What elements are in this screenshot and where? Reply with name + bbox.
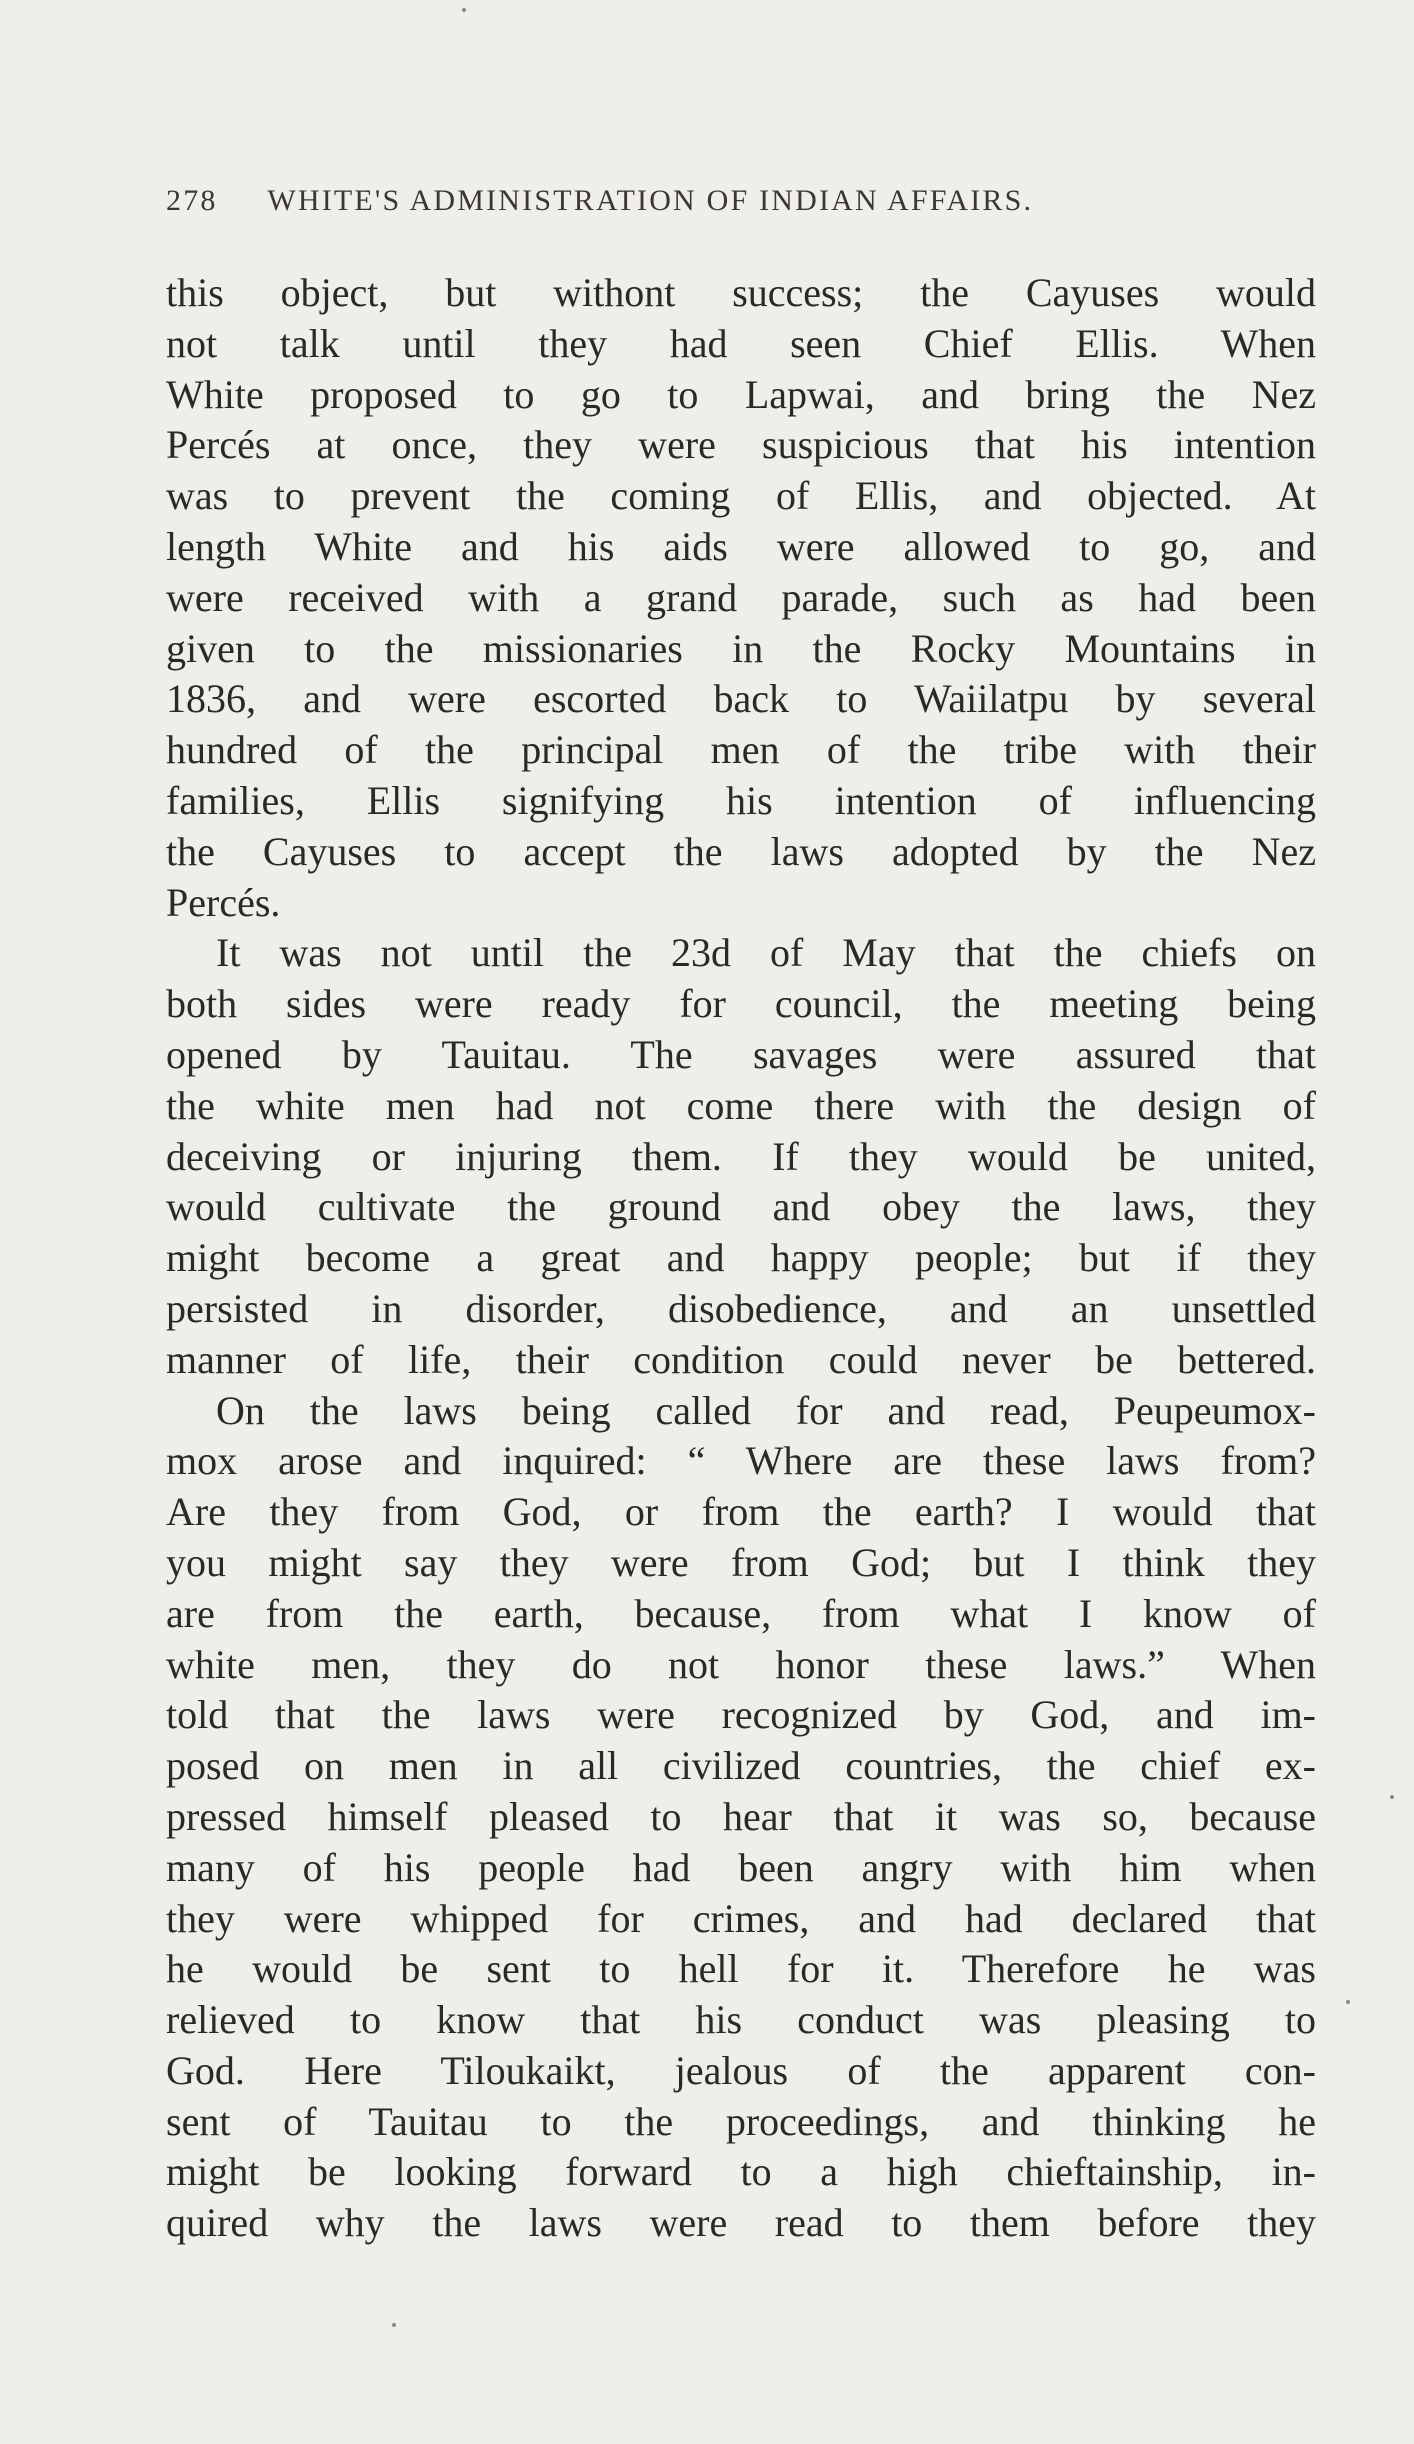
text-line: White proposed to go to Lapwai, and bring the Nez [166,371,1316,417]
text-line: God. Here Tiloukaikt, jealous of the apparent con- [166,2047,1316,2093]
page-number: 278 [166,184,218,217]
paper-speck [462,8,466,12]
text-line: opened by Tauitau. The savages were assured that [166,1031,1316,1077]
text-line: relieved to know that his conduct was pleasing to [166,1997,1316,2043]
text-line: Are they from God, or from the earth? I would that [166,1489,1316,1535]
text-line: are from the earth, because, from what I know of [166,1590,1316,1636]
paper-speck [1390,1795,1394,1799]
text-line: might be looking forward to a high chieftainship, in- [166,2149,1316,2195]
text-line: given to the missionaries in the Rocky Mountains in [166,625,1316,671]
text-line: he would be sent to hell for it. Therefore he was [166,1946,1316,1992]
text-line: white men, they do not honor these laws.” When [166,1641,1316,1687]
text-line: might become a great and happy people; but if they [166,1235,1316,1281]
text-line: both sides were ready for council, the meeting being [166,981,1316,1027]
text-line: length White and his aids were allowed to go, and [166,523,1316,569]
text-line: the white men had not come there with the design of [166,1082,1316,1128]
text-line: pressed himself pleased to hear that it was so, because [166,1793,1316,1839]
text-line: this object, but withont success; the Cayuses would [166,270,1316,315]
running-head [166,184,1306,224]
text-line: you might say they were from God; but I think they [166,1539,1316,1585]
text-line: hundred of the principal men of the tribe with their [166,727,1316,773]
text-line: told that the laws were recognized by God, and im- [166,1692,1316,1738]
text-line: deceiving or injuring them. If they would be united, [166,1133,1316,1179]
text-line: were received with a grand parade, such as had been [166,574,1316,620]
text-line: mox arose and inquired: “ Where are these laws from? [166,1438,1316,1484]
paper-speck [1346,2000,1350,2004]
text-line: families, Ellis signifying his intention of influencing [166,777,1316,823]
text-line: Percés. [166,879,281,925]
text-line: the Cayuses to accept the laws adopted by the Nez [166,828,1316,874]
text-line: would cultivate the ground and obey the laws, they [166,1184,1316,1230]
text-line: not talk until they had seen Chief Ellis. When [166,320,1316,366]
text-line: 1836, and were escorted back to Waiilatpu by several [166,676,1316,722]
text-line: persisted in disorder, disobedience, and an unsettled [166,1285,1316,1331]
text-line: was to prevent the coming of Ellis, and objected. At [166,473,1316,519]
text-line: Percés at once, they were suspicious that his intention [166,422,1316,468]
body-text [166,268,1316,2249]
text-line: many of his people had been angry with him when [166,1844,1316,1890]
text-line: they were whipped for crimes, and had declared that [166,1895,1316,1941]
text-line: On the laws being called for and read, Peupeumox- [216,1387,1316,1433]
text-line: posed on men in all civilized countries, the chief ex- [166,1743,1316,1789]
paper-speck [392,2323,396,2327]
text-line: It was not until the 23d of May that the chiefs on [216,930,1316,976]
running-title: WHITE'S ADMINISTRATION OF INDIAN AFFAIRS. [267,184,1034,217]
text-line: quired why the laws were read to them before they [166,2200,1316,2246]
text-line: manner of life, their condition could never be bettered. [166,1336,1316,1382]
text-line: sent of Tauitau to the proceedings, and thinking he [166,2098,1316,2144]
